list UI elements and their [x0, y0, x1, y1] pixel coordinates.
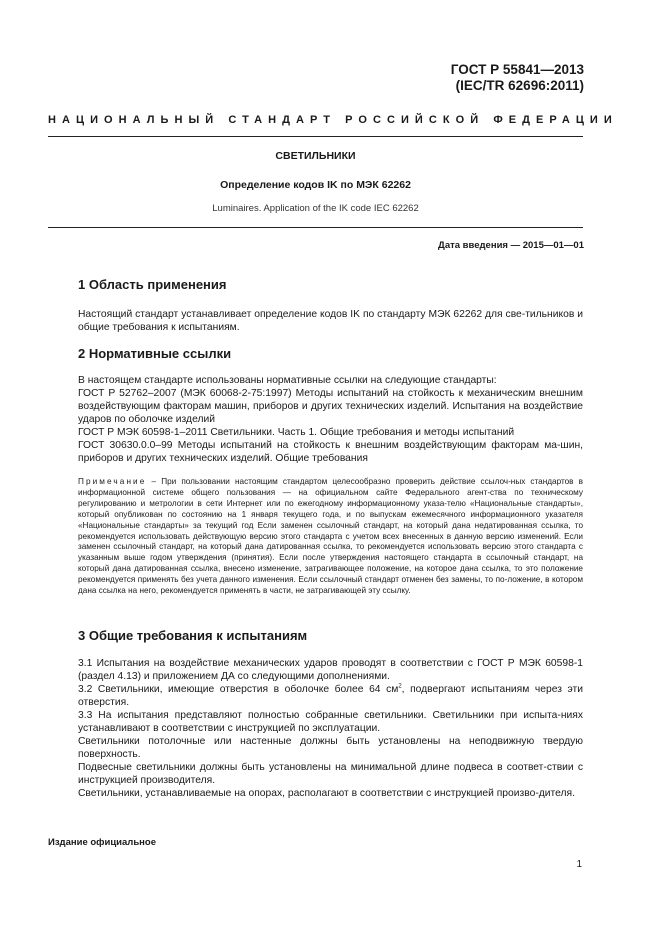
page-number: 1 — [576, 859, 582, 870]
standard-code-gost: ГОСТ Р 55841—2013 — [450, 62, 584, 77]
clause-3-3-ceiling-wall: Светильники потолочные или настенные должны быть установлены на неподвижную твердую поверхность. — [78, 736, 583, 760]
note-text: – При пользовании настоящим стандартом целесообразно проверить действие ссылоч-ных стандартов в информационной системе общего пользования — на официальном сайте Федерального агент-ства по техническому регулированию и метрологии в сети Интернет или по ежегодному информационному указа-телю «Национальные стандарты», который опубликован по состоянию на 1 января текущего года, и по выпускам ежемесячного информационного указателя «Национальные стандарты» за текущий год Если заменен ссылочный стандарт, на который дана недатированная ссылка, то рекомендуется использовать действующую версию этого стандарта с учетом всех внесенных в данную версию изменений. Если заменен ссылочный стандарт, на который дана датированная ссылка, то рекомендуется использовать версию этого стандарта с указанным выше годом утверждения (принятия). Если после утверждения настоящего стандарта в ссылочный стандарт, на который дана датированная ссылка, внесено изменение, затрагивающее положение, на которое дана ссылка, то это положение рекомендуется применять без учета данного изменения. Если ссылочный стандарт отменен без замены, то по-ложение, в котором дана ссылка на него, рекомендуется применять в части, не затрагивающей эту ссылку. — [78, 477, 583, 596]
clause-3-1: 3.1 Испытания на воздействие механических ударов проводят в соответствии с ГОСТ Р МЭК 60598-1 (раздел 4.13) и приложением ДА со следующими дополнениями. — [78, 658, 583, 682]
reference-gost-r-52762: ГОСТ Р 52762–2007 (МЭК 60068-2-75:1997) Методы испытаний на стойкость к механическим внешним воздействующим факторам машин, приборов и других технических изделий. Испытания на воздействие ударов по оболочке изделий — [78, 388, 583, 425]
document-subtitle: Определение кодов IK по МЭК 62262 — [220, 179, 411, 191]
reference-gost-r-iec-60598-1: ГОСТ Р МЭК 60598-1–2011 Светильники. Часть 1. Общие требования и методы испытаний — [78, 427, 515, 438]
reference-gost-30630: ГОСТ 30630.0.0–99 Методы испытаний на стойкость к внешним воздействующим факторам ма-шин, приборов и других технических изделий. Общие требования — [78, 440, 583, 464]
section-2-heading: 2 Нормативные ссылки — [78, 346, 232, 361]
section-3-heading: 3 Общие требования к испытаниям — [78, 628, 308, 643]
document-title-english: Luminaires. Application of the IK code IEC 62262 — [212, 203, 419, 214]
title-divider — [48, 227, 583, 228]
document-title: СВЕТИЛЬНИКИ — [275, 150, 356, 162]
note-label: Примечание — [78, 477, 147, 486]
superscript-2: 2 — [398, 683, 402, 690]
section-1-paragraph: Настоящий стандарт устанавливает определение кодов IK по стандарту МЭК 62262 для све-тильников и общие требования к испытаниям. — [78, 309, 583, 333]
header-divider — [48, 136, 583, 137]
introduction-date: Дата введения — 2015—01—01 — [438, 240, 584, 251]
standard-code — [451, 62, 584, 94]
clause-3-3: 3.3 На испытания представляют полностью собранные светильники. Светильники при испыта-ниях устанавливают в соответствии с инструкцией по эксплуатации. — [78, 710, 583, 734]
standard-code-iec: (IEC/TR 62696:2011) — [455, 78, 584, 93]
clause-3-3-pole-mounted: Светильники, устанавливаемые на опорах, располагают в соответствии с инструкцией произво-дителя. — [78, 788, 575, 799]
section-2-intro: В настоящем стандарте использованы нормативные ссылки на следующие стандарты: — [78, 375, 497, 386]
official-edition-label: Издание официальное — [48, 837, 156, 848]
clause-3-2: 3.2 Светильники, имеющие отверстия в оболочке более 64 $см^2$, подвергают испытаниям через эти отверстия. — [78, 683, 583, 708]
section-1-heading: 1 Область применения — [78, 277, 227, 292]
clause-3-3-suspended: Подвесные светильники должны быть установлены на минимальной длине подвеса в соответ-ствии с инструкцией производителя. — [78, 762, 583, 786]
national-standard-banner: НАЦИОНАЛЬНЫЙ СТАНДАРТ РОССИЙСКОЙ ФЕДЕРАЦИИ — [48, 114, 618, 126]
section-2-note — [58, 477, 583, 597]
